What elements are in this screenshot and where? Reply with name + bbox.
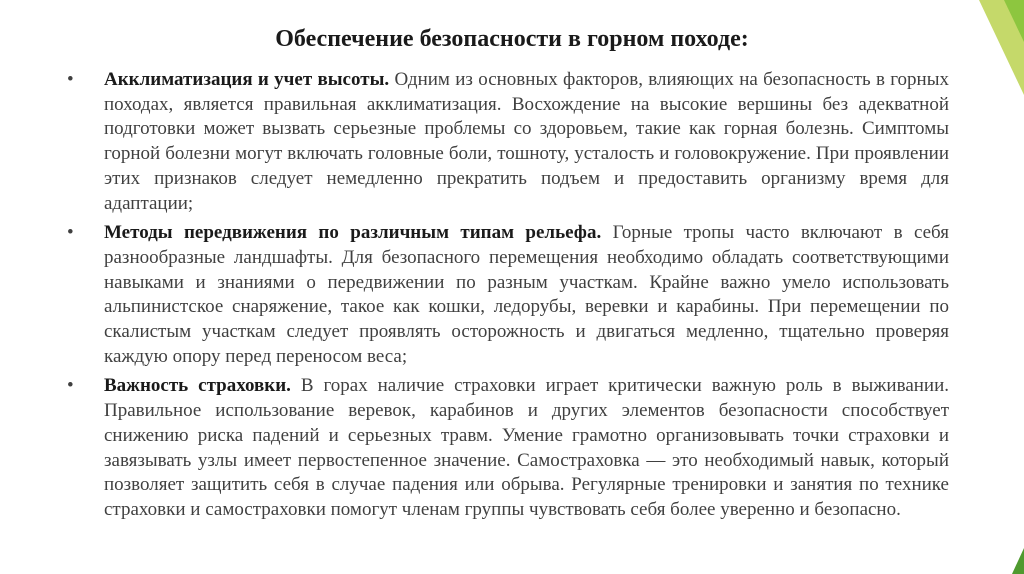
bullet-heading: Важность страховки. [104,375,291,397]
bullet-list [67,68,950,528]
bullet-text: Одним из основных факторов, влияющих на безопасность в горных походах, является правильная акклиматизация. Восхождение на высокие вершины без адекватной подготовки может вызвать серьезные проблемы со здоровьем, такие как горная болезнь. Симптомы горной болезни могут включать головные боли, тошноту, усталость и головокружение. При проявлении этих признаков следует немедленно прекратить подъем и предоставить организму время для адаптации; [104,69,949,214]
bullet-item-belay-importance [67,374,950,522]
bullet-item-movement-methods [67,221,949,369]
bullet-text: В горах наличие страховки играет критически важную роль в выживании. Правильное использование веревок, карабинов и других элементов безопасности способствует снижению риска падений и серьезных травм. Умение грамотно организовывать точки страховки и завязывать узлы имеет первостепенное значение. Самостраховка — это необходимый навык, который позволяет защитить себя в случае падения или обрыва. Регулярные тренировки и занятия по технике страховки и самостраховки помогут членам группы чувствовать себя более уверенно и безопасно. [104,375,950,520]
bullet-text: Горные тропы часто включают в себя разнообразные ландшафты. Для безопасного перемещения необходимо обладать соответствующими навыками и знаниями о передвижении по разным участкам. Крайне важно умело использовать альпинистское снаряжение, такое как кошки, ледорубы, веревки и карабины. При перемещении по скалистым участкам следует проявлять осторожность и двигаться медленно, тщательно проверяя каждую опору перед переносом веса; [104,222,949,367]
bullet-marker: • [67,69,74,90]
green-triangle-decoration [964,0,1024,574]
bullet-item-acclimatization [67,68,949,216]
bullet-marker: • [67,375,74,397]
slide-title: Обеспечение безопасности в горном походе: [275,26,749,52]
deco-bottom-triangle [1012,548,1024,574]
bullet-heading: Методы передвижения по различным типам рельефа. [104,222,602,244]
bullet-marker: • [67,222,74,244]
bullet-heading: Акклиматизация и учет высоты. [104,69,390,90]
